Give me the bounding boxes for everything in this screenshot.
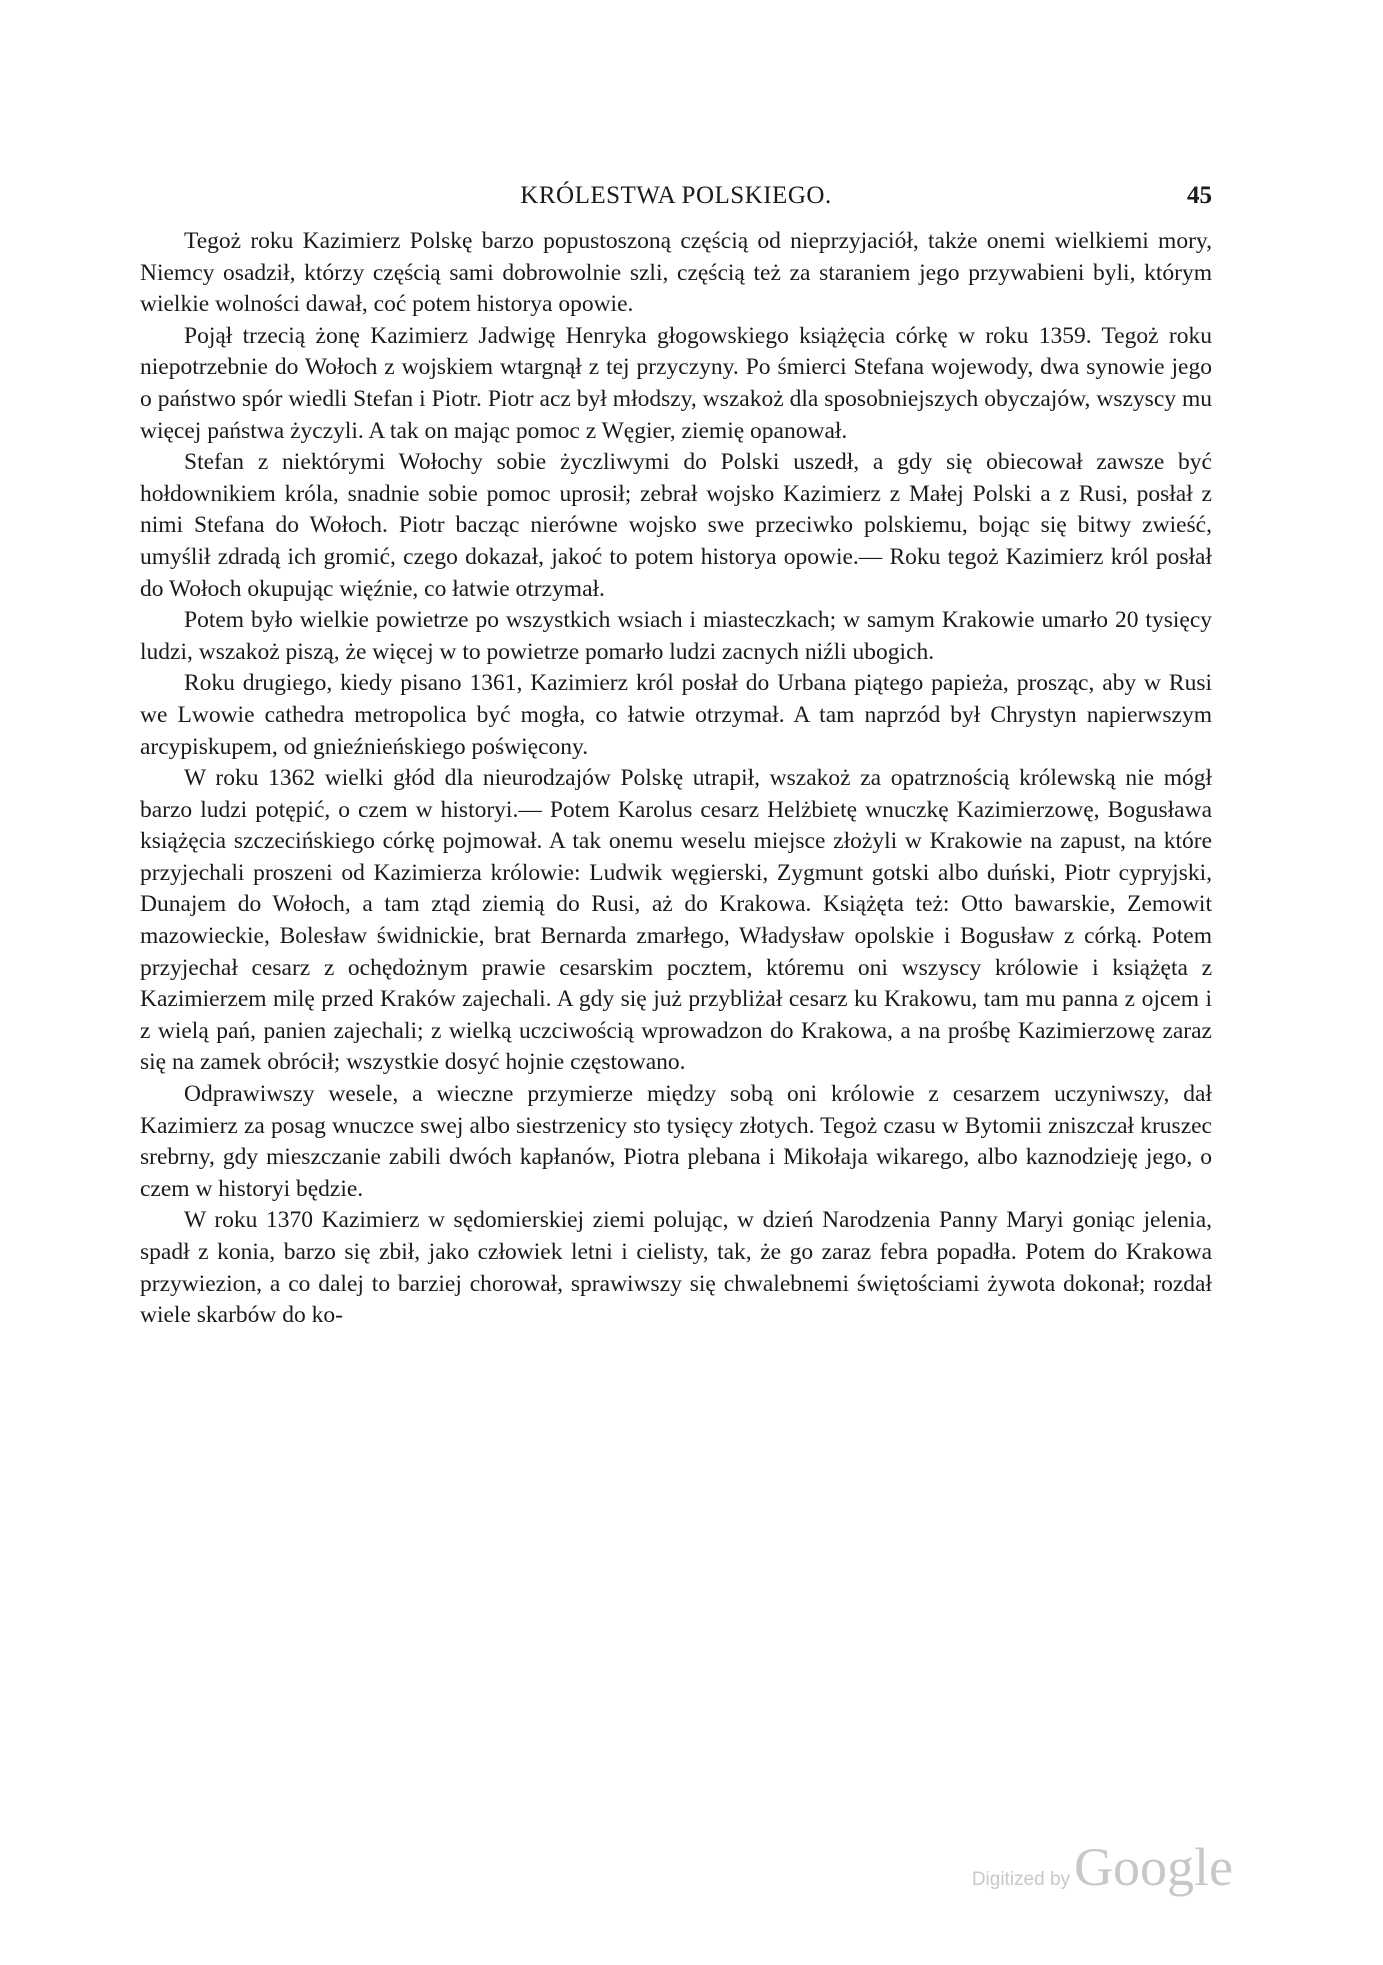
digitization-watermark	[971, 1837, 1233, 1897]
paragraph: W roku 1370 Kazimierz w sędomierskiej ziemi polując, w dzień Narodzenia Panny Maryi goniąc jelenia, spadł z konia, barzo się zbił, jako człowiek letni i cielisty, tak, że go zaraz febra popadła. Potem do Krakowa przywiezion, a co dalej to barziej chorował, sprawiwszy się chwalebnemi świętościami żywota dokonał; rozdał wiele skarbów do ko-	[140, 1207, 1212, 1329]
watermark-brand-logo: Google	[1074, 1837, 1233, 1897]
page-header	[140, 178, 1212, 218]
paragraph: W roku 1362 wielki głód dla nieurodzajów Polskę utrapił, wszakoż za opatrznością królewską nie mógł barzo ludzi potępić, o czem w historyi.— Potem Karolus cesarz Helżbietę wnuczkę Kazimierzowę, Bogusława książęcia szczecińskiego córkę pojmował. A tak onemu weselu miejsce złożyli w Krakowie na zapust, na które przyjechali proszeni od Kazimierza królowie: Ludwik węgierski, Zygmunt gotski albo duński, Piotr cypryjski, Dunajem do Wołoch, a tam ztąd ziemią do Rusi, aż do Krakowa. Książęta też: Otto bawarskie, Zemowit mazowieckie, Bolesław świdnickie, brat Bernarda zmarłego, Władysław opolskie i Bogusław z córką. Potem przyjechał cesarz z ochędożnym prawie cesarskim pocztem, któremu oni wszyscy królowie i książęta z Kazimierzem milę przed Kraków zajechali. A gdy się już przybliżał cesarz ku Krakowu, tam mu panna z ojcem i z wielą pań, panien zajechali; z wielką uczciwością wprowadzon do Krakowa, a na prośbę Kazimierzowę zaraz się na zamek obrócił; wszystkie dosyć hojnie częstowano.	[140, 765, 1212, 1076]
body-text	[140, 226, 1212, 1332]
paragraph: Odprawiwszy wesele, a wieczne przymierze między sobą oni królowie z cesarzem uczyniwszy, dał Kazimierz za posag wnuczce swej albo siestrzenicy sto tysięcy złotych. Tegoż czasu w Bytomii zniszczał kruszec srebrny, gdy mieszczanie zabili dwóch kapłanów, Piotra plebana i Mikołaja wikarego, albo kaznodzieję jego, o czem w historyi będzie.	[140, 1081, 1212, 1202]
paragraph: Pojął trzecią żonę Kazimierz Jadwigę Henryka głogowskiego książęcia córkę w roku 1359. Tegoż roku niepotrzebnie do Wołoch z wojskiem wtargnął z tej przyczyny. Po śmierci Stefana wojewody, dwa synowie jego o państwo spór wiedli Stefan i Piotr. Piotr acz był młodszy, wszakoż dla sposobniejszych obyczajów, wszyscy mu więcej państwa życzyli. A tak on mając pomoc z Węgier, ziemię opanował.	[140, 322, 1212, 444]
running-title: KRÓLESTWA POLSKIEGO.	[520, 182, 832, 209]
paragraph: Stefan z niektórymi Wołochy sobie życzliwymi do Polski uszedł, a gdy się obiecował zawsze być hołdownikiem króla, snadnie sobie pomoc uprosił; zebrał wojsko Kazimierz z Małej Polski a z Rusi, posłał z nimi Stefana do Wołoch. Piotr bacząc nierówne wojsko swe przeciwko polskiemu, bojąc się bitwy zwieść, umyślił zdradą ich gromić, czego dokazał, jakoć to potem historya opowie.— Roku tegoż Kazimierz król posłał do Wołoch okupując więźnie, co łatwie otrzymał.	[140, 449, 1212, 602]
page-number: 45	[1187, 182, 1212, 209]
paragraph: Tegoż roku Kazimierz Polskę barzo popustoszoną częścią od nieprzyjaciół, także onemi wielkiemi mory, Niemcy osadził, którzy częścią sami dobrowolnie szli, częścią też za staraniem jego przywabieni byli, którym wielkie wolności dawał, coć potem historya opowie.	[140, 228, 1212, 318]
paragraph: Potem było wielkie powietrze po wszystkich wsiach i miasteczkach; w samym Krakowie umarło 20 tysięcy ludzi, wszakoż piszą, że więcej w to powietrze pomarło ludzi zacnych niźli ubogich.	[140, 607, 1212, 665]
watermark-prefix: Digitized by	[971, 1869, 1071, 1890]
paragraph: Roku drugiego, kiedy pisano 1361, Kazimierz król posłał do Urbana piątego papieża, prosząc, aby w Rusi we Lwowie cathedra metropolica być mogła, co łatwie otrzymał. A tam naprzód był Chrystyn napierwszym arcypiskupem, od gnieźnieńskiego poświęcony.	[140, 670, 1212, 760]
